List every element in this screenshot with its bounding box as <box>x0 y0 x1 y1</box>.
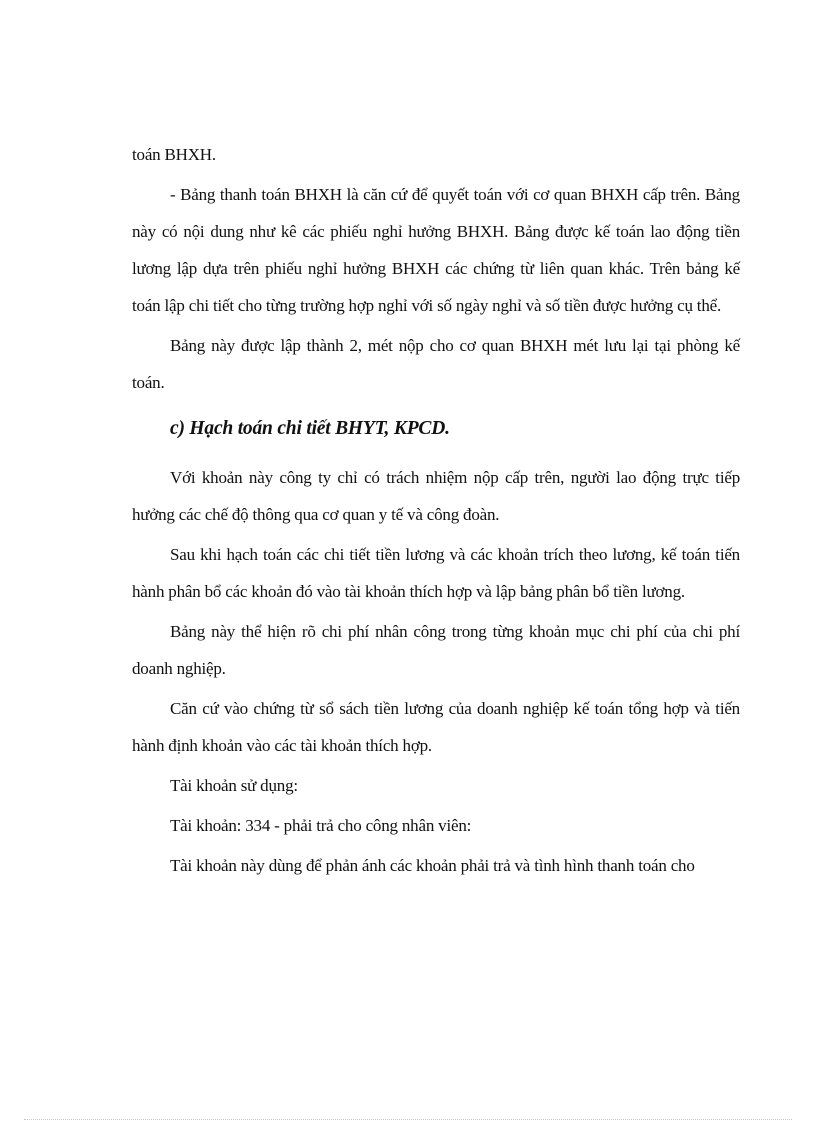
paragraph-company-responsibility: Với khoản này công ty chỉ có trách nhiệm nộp cấp trên, người lao động trực tiếp hưởng các chế độ thông qua cơ quan y tế và công đoàn. <box>132 468 740 524</box>
document-page <box>132 136 740 884</box>
paragraph-accounts-used: Tài khoản sử dụng: <box>170 776 298 795</box>
page-bottom-divider <box>24 1119 792 1120</box>
paragraph-account-334: Tài khoản: 334 - phải trả cho công nhân viên: <box>170 816 472 835</box>
paragraph-copies: Bảng này được lập thành 2, mét nộp cho cơ quan BHXH mét lưu lại tại phòng kế toán. <box>132 336 740 392</box>
paragraph-labor-cost: Bảng này thể hiện rõ chi phí nhân công trong từng khoản mục chi phí của chi phí doanh nghiệp. <box>132 622 740 678</box>
paragraph-allocation: Sau khi hạch toán các chi tiết tiền lương và các khoản trích theo lương, kế toán tiến hành phân bổ các khoản đó vào tài khoản thích hợp và lập bảng phân bổ tiền lương. <box>132 545 740 601</box>
paragraph-accounting-basis: Căn cứ vào chứng từ sổ sách tiền lương của doanh nghiệp kế toán tổng hợp và tiến hành định khoản vào các tài khoản thích hợp. <box>132 699 740 755</box>
paragraph-account-description: Tài khoản này dùng để phản ánh các khoản phải trả và tình hình thanh toán cho <box>170 856 695 875</box>
paragraph-bhxh-payment-table: - Bảng thanh toán BHXH là căn cứ để quyết toán với cơ quan BHXH cấp trên. Bảng này có nội dung như kê các phiếu nghỉ hưởng BHXH. Bảng được kế toán lao động tiền lương lập dựa trên phiếu nghỉ hưởng BHXH các chứng từ liên quan khác. Trên bảng kế toán lập chi tiết cho từng trường hợp nghỉ với số ngày nghỉ và số tiền được hưởng cụ thể. <box>132 185 740 315</box>
section-heading: c) Hạch toán chi tiết BHYT, KPCD. <box>170 418 450 439</box>
paragraph-continuation: toán BHXH. <box>132 145 216 164</box>
